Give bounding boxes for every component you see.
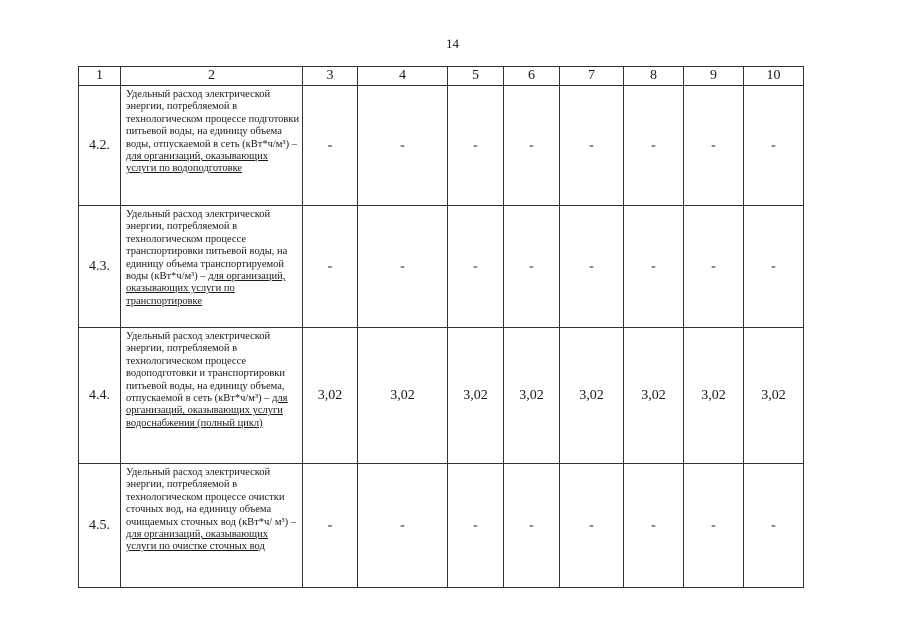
description-text: Удельный расход электрической энергии, потребляемой в технологическом процессе подготовки питьевой воды, на единицу объема воды, отпускаемой в сеть (кВт*ч/м³) – [126, 89, 300, 150]
row-description [121, 86, 303, 206]
value-cell: 3,02 [448, 328, 504, 464]
column-number-row [79, 67, 804, 86]
value-cell: 3,02 [744, 328, 804, 464]
value-cell: - [448, 86, 504, 206]
row-number: 4.3. [79, 206, 121, 328]
column-header: 9 [684, 67, 744, 86]
value-cell: - [624, 206, 684, 328]
row-description [121, 464, 303, 588]
value-cell: 3,02 [303, 328, 358, 464]
column-header: 7 [560, 67, 624, 86]
row-number: 4.5. [79, 464, 121, 588]
value-cell: - [448, 206, 504, 328]
column-header: 4 [358, 67, 448, 86]
description-text: Удельный расход электрической энергии, потребляемой в технологическом процессе очистки сточных вод, на единицу объема очищаемых сточных вод (кВт*ч/ м³) – [126, 467, 297, 528]
value-cell: - [684, 206, 744, 328]
value-cell: - [303, 86, 358, 206]
value-cell: - [303, 464, 358, 588]
value-cell: - [684, 464, 744, 588]
value-cell: - [744, 464, 804, 588]
column-header: 2 [121, 67, 303, 86]
value-cell: - [744, 86, 804, 206]
value-cell: - [560, 206, 624, 328]
column-header: 3 [303, 67, 358, 86]
table-row [79, 206, 804, 328]
value-cell: - [684, 86, 744, 206]
row-description [121, 328, 303, 464]
value-cell: - [744, 206, 804, 328]
value-cell: - [560, 86, 624, 206]
description-text: Удельный расход электрической энергии, потребляемой в технологическом процессе транспортировки питьевой воды, на единицу объема транспортируемой воды (кВт*ч/м³) – [126, 209, 288, 283]
table-row [79, 328, 804, 464]
column-header: 6 [504, 67, 560, 86]
value-cell: - [624, 464, 684, 588]
value-cell: - [560, 464, 624, 588]
description-underlined-text: для организаций, оказывающих услуги по транспортировке [126, 271, 286, 307]
column-header: 1 [79, 67, 121, 86]
value-cell: - [504, 86, 560, 206]
value-cell: - [624, 86, 684, 206]
value-cell: 3,02 [504, 328, 560, 464]
value-cell: - [358, 86, 448, 206]
value-cell: 3,02 [358, 328, 448, 464]
value-cell: - [504, 206, 560, 328]
value-cell: - [448, 464, 504, 588]
description-underlined-text: для организаций, оказывающих услуги по очистке сточных вод [126, 529, 268, 553]
column-header: 8 [624, 67, 684, 86]
row-number: 4.4. [79, 328, 121, 464]
value-cell: 3,02 [684, 328, 744, 464]
column-header: 5 [448, 67, 504, 86]
table-row [79, 86, 804, 206]
indicator-table [78, 66, 804, 588]
description-text: Удельный расход электрической энергии, потребляемой в технологическом процессе водоподготовки и транспортировки питьевой воды, на единицу объема, отпускаемой в сеть (кВт*ч/м³) – [126, 331, 286, 405]
table-row [79, 464, 804, 588]
column-header: 10 [744, 67, 804, 86]
description-underlined-text: для организаций, оказывающих услуги водоснабжения (полный цикл) [126, 393, 288, 429]
value-cell: - [303, 206, 358, 328]
value-cell: - [358, 464, 448, 588]
description-underlined-text: для организаций, оказывающих услуги по водоподготовке [126, 151, 268, 175]
row-description [121, 206, 303, 328]
row-number: 4.2. [79, 86, 121, 206]
value-cell: 3,02 [624, 328, 684, 464]
value-cell: - [504, 464, 560, 588]
page-number: 14 [446, 36, 459, 51]
value-cell: - [358, 206, 448, 328]
value-cell: 3,02 [560, 328, 624, 464]
